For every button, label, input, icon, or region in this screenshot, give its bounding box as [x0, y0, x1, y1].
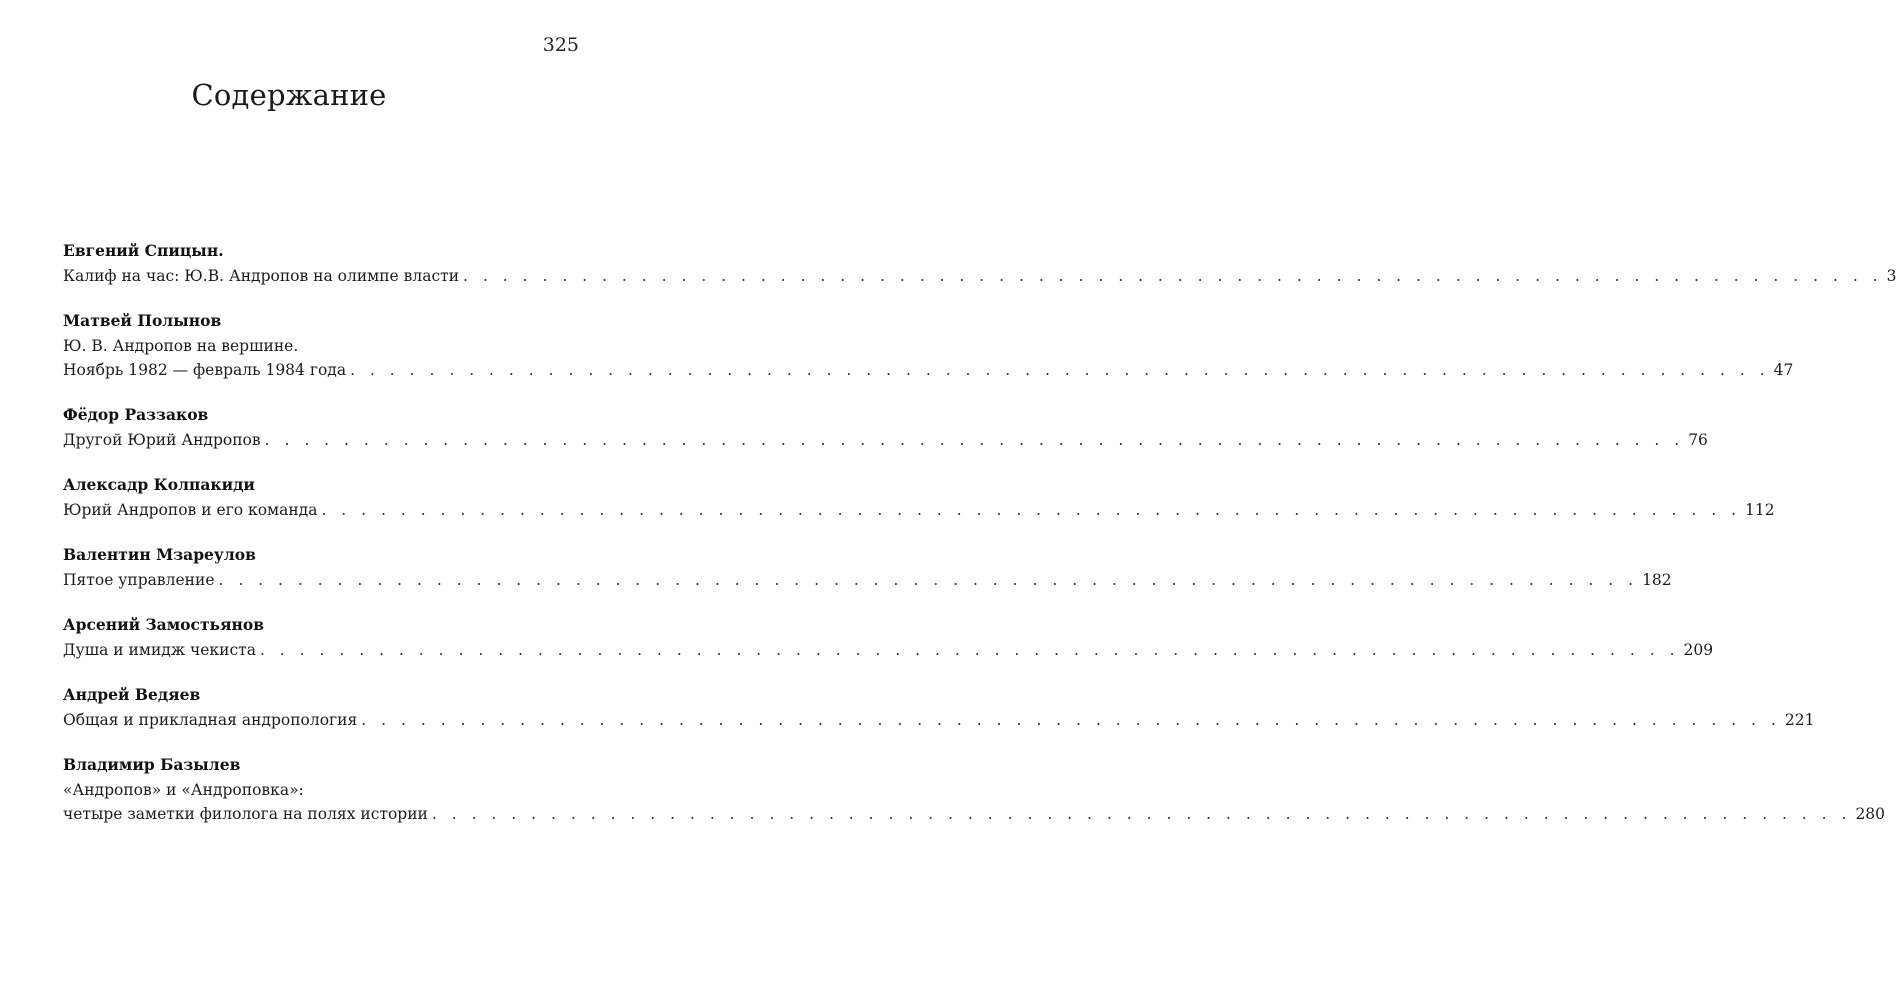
toc-title: четыре заметки филолога на полях истории	[63, 805, 428, 823]
page-number: 325	[542, 34, 579, 56]
toc-title-row[interactable]	[63, 264, 1896, 288]
toc-author: Владимир Базылев	[63, 755, 241, 774]
toc-author: Алексадр Колпакиди	[63, 475, 255, 494]
toc-page-number: 221	[1784, 711, 1815, 729]
toc-title-row[interactable]	[63, 498, 1775, 522]
toc-page-number: 76	[1688, 431, 1708, 449]
toc-entry	[63, 308, 1794, 382]
toc-leader-dots: . . . . . . . . . . . . . . . . . . . . . . . . . . . . . . . . . . . . . . . . . . . . . . . . . . . . . . . . . . . . . . . . . . . . . . . .	[321, 501, 1741, 519]
toc-author: Евгений Спицын.	[63, 241, 224, 260]
toc-leader-dots: . . . . . . . . . . . . . . . . . . . . . . . . . . . . . . . . . . . . . . . . . . . . . . . . . . . . . . . . . . . . . . . . . . . . . . . .	[431, 805, 1852, 823]
toc-title: Ноябрь 1982 — февраль 1984 года	[63, 361, 347, 379]
toc-page-number: 3	[1886, 267, 1896, 285]
toc-title-row[interactable]	[63, 428, 1708, 452]
toc-page-number: 112	[1745, 501, 1775, 519]
toc-title: Юрий Андропов и его команда	[63, 501, 318, 519]
toc-title: Пятое управление	[63, 571, 215, 589]
toc-author: Матвей Полынов	[63, 311, 222, 330]
toc-author: Арсений Замостьянов	[63, 615, 264, 634]
toc-leader-dots: . . . . . . . . . . . . . . . . . . . . . . . . . . . . . . . . . . . . . . . . . . . . . . . . . . . . . . . . . . . . . . . . . . . . . . . .	[463, 267, 1883, 285]
toc-page-number: 280	[1855, 805, 1886, 823]
toc-author: Андрей Ведяев	[63, 685, 201, 704]
toc-leader-dots: . . . . . . . . . . . . . . . . . . . . . . . . . . . . . . . . . . . . . . . . . . . . . . . . . . . . . . . . . . . . . . . . . . . . . . . .	[264, 431, 1685, 449]
toc-author: Фёдор Раззаков	[63, 405, 209, 424]
toc-page-number: 209	[1683, 641, 1714, 659]
toc-title-row[interactable]	[63, 358, 1794, 382]
toc-title-row[interactable]	[63, 638, 1714, 662]
toc-author: Валентин Мзареулов	[63, 545, 256, 564]
toc-title: Другой Юрий Андропов	[63, 431, 261, 449]
toc-leader-dots: . . . . . . . . . . . . . . . . . . . . . . . . . . . . . . . . . . . . . . . . . . . . . . . . . . . . . . . . . . . . . . . . . . . . . . . .	[350, 361, 1770, 379]
toc-entry	[63, 752, 1886, 826]
toc-entry	[63, 238, 1896, 288]
toc-title-line: Ю. В. Андропов на вершине.	[63, 337, 299, 355]
toc-entry	[63, 682, 1815, 732]
toc-leader-dots: . . . . . . . . . . . . . . . . . . . . . . . . . . . . . . . . . . . . . . . . . . . . . . . . . . . . . . . . . . . . . . . . . . . . . . . .	[361, 711, 1781, 729]
toc-title-line: «Андропов» и «Андроповка»:	[63, 781, 304, 799]
toc-entry	[63, 612, 1714, 662]
toc-title-row[interactable]	[63, 802, 1886, 826]
toc-title: Калиф на час: Ю.В. Андропов на олимпе власти	[63, 267, 460, 285]
toc-leader-dots: . . . . . . . . . . . . . . . . . . . . . . . . . . . . . . . . . . . . . . . . . . . . . . . . . . . . . . . . . . . . . . . . . . . . . . . .	[259, 641, 1680, 659]
toc-page-number: 47	[1773, 361, 1794, 379]
table-of-contents	[63, 238, 1896, 846]
toc-title: Душа и имидж чекиста	[63, 641, 256, 659]
toc-leader-dots: . . . . . . . . . . . . . . . . . . . . . . . . . . . . . . . . . . . . . . . . . . . . . . . . . . . . . . . . . . . . . . . . . . . . . . . .	[218, 571, 1639, 589]
toc-entry	[63, 542, 1672, 592]
toc-title: Общая и прикладная андропология	[63, 711, 358, 729]
toc-title-row[interactable]	[63, 708, 1815, 732]
toc-title-row[interactable]	[63, 568, 1672, 592]
toc-entry	[63, 472, 1775, 522]
toc-entry	[63, 402, 1708, 452]
toc-page-number: 182	[1642, 571, 1672, 589]
page-title: Содержание	[191, 78, 387, 112]
